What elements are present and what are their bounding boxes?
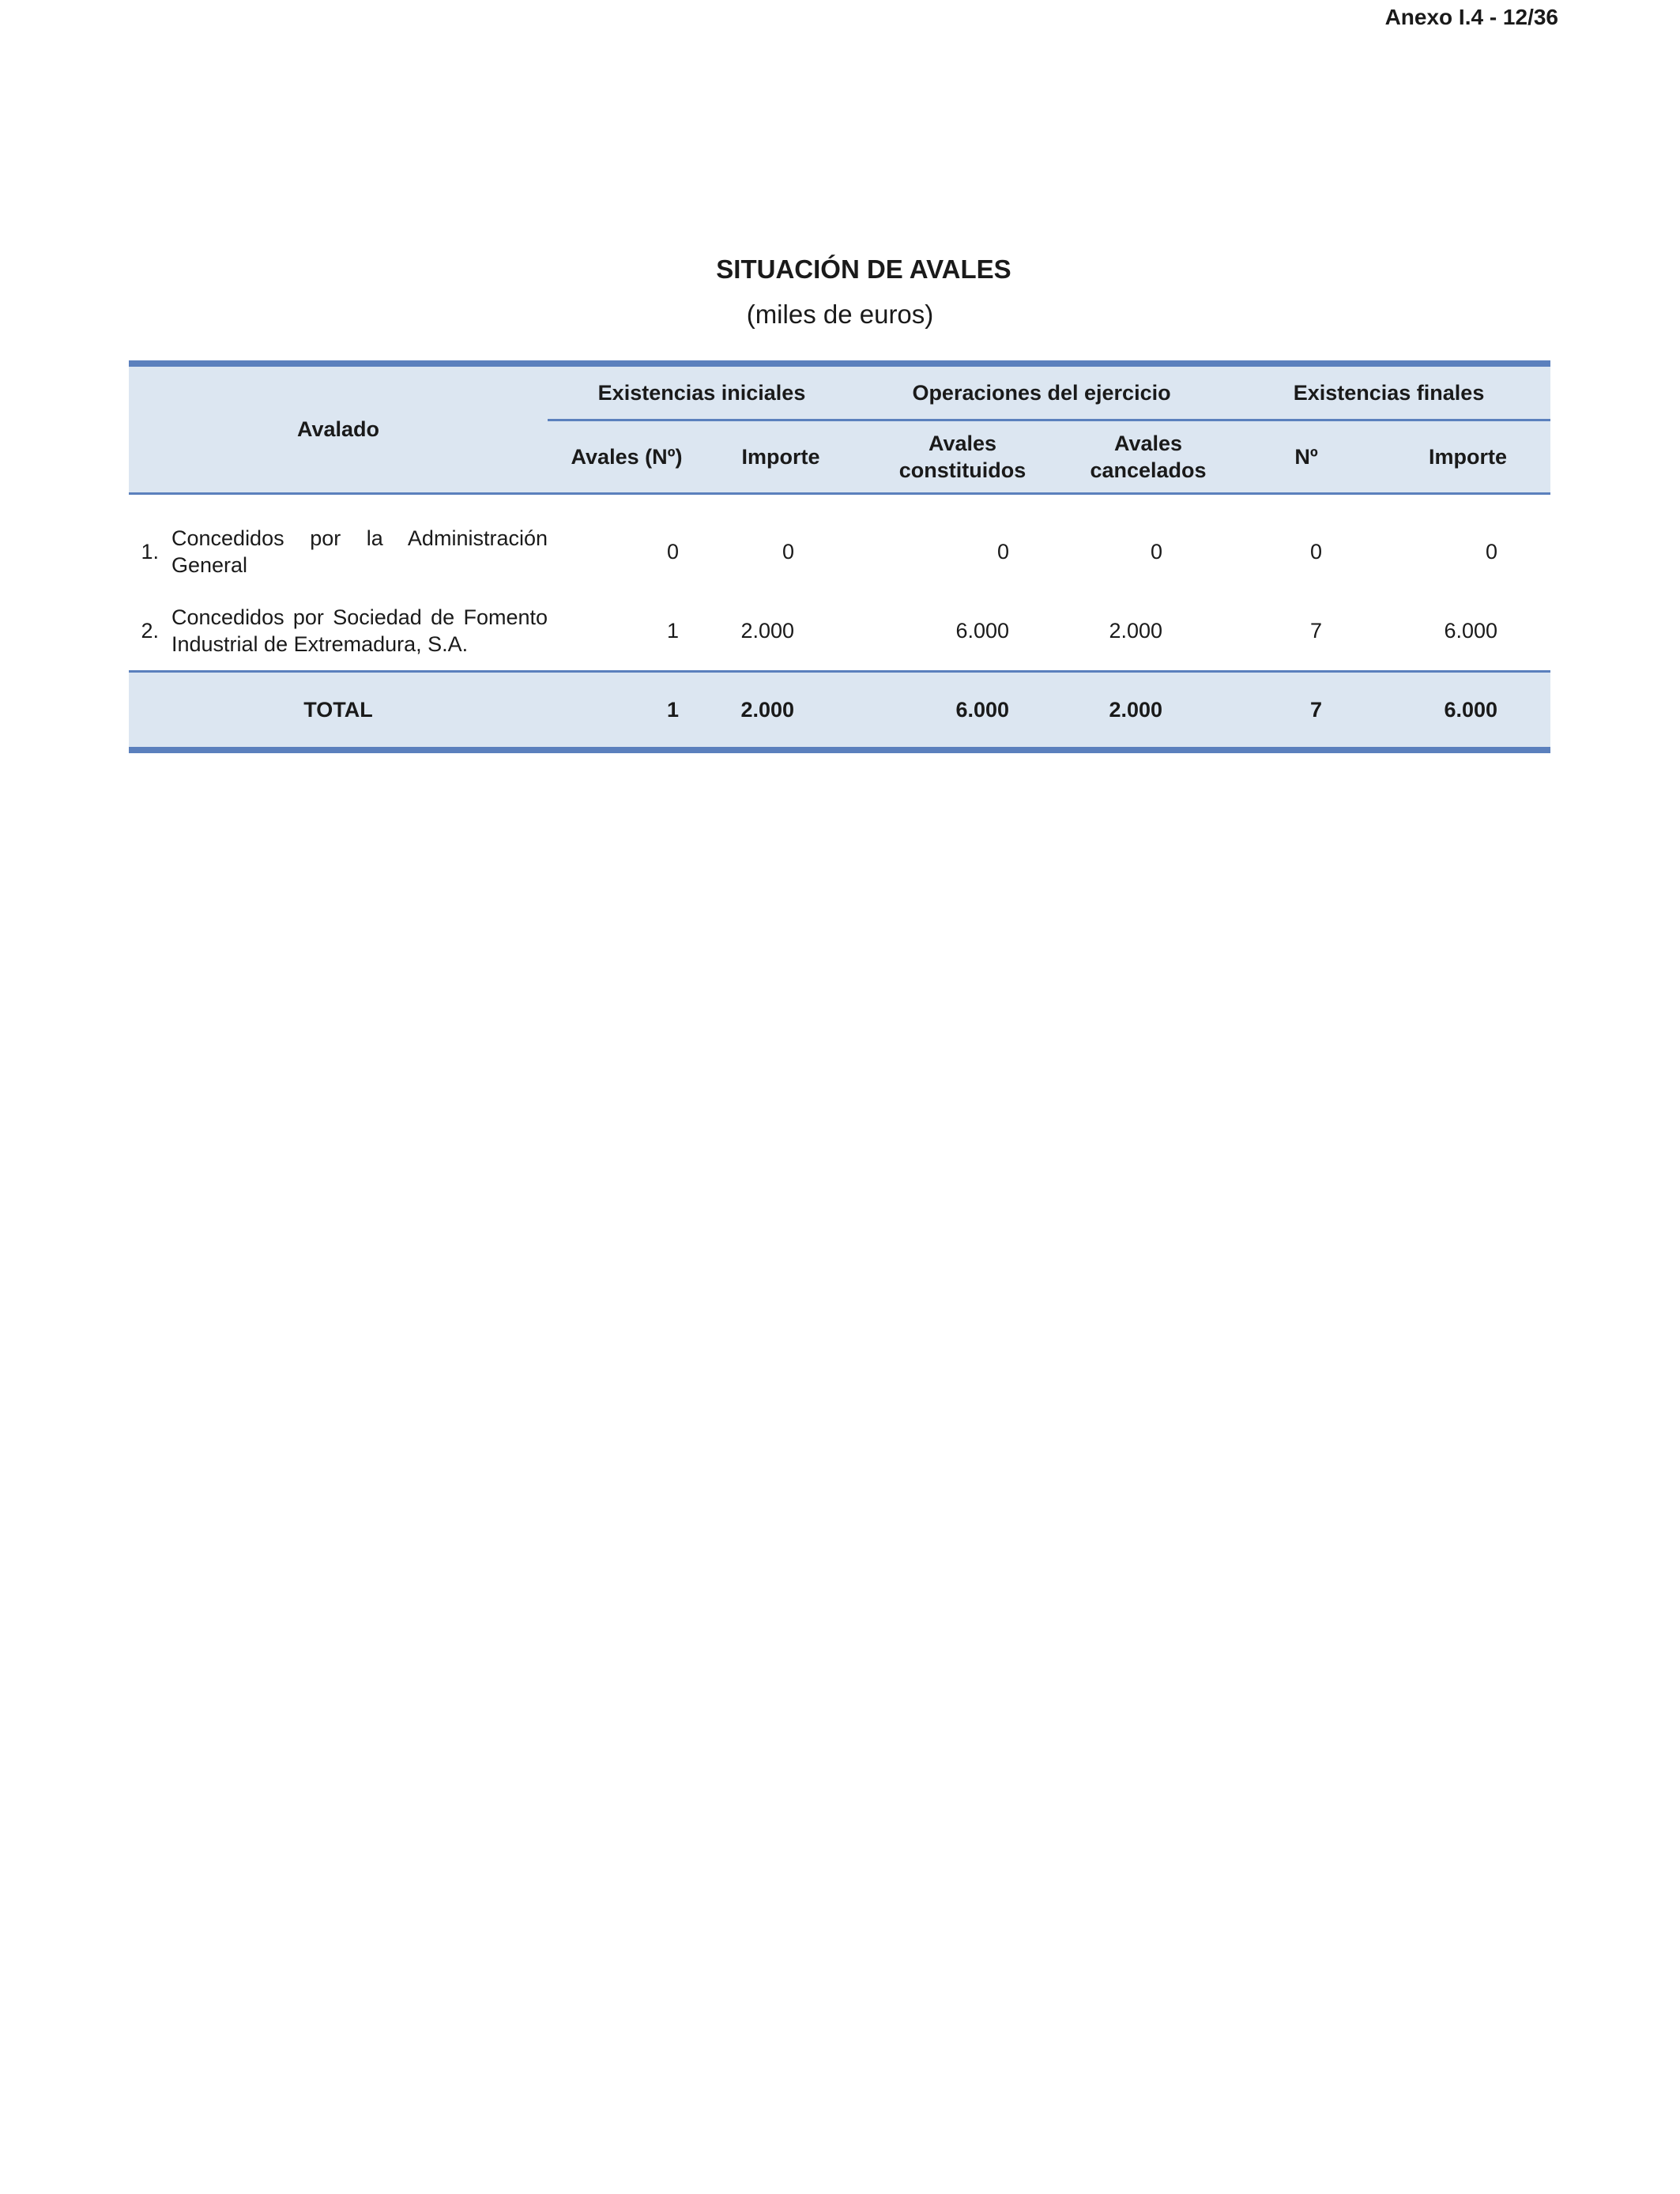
cell-importe-finales: 0	[1486, 539, 1498, 564]
header-cancelados-line1: Avales	[1113, 432, 1183, 455]
cell-constituidos: 6.000	[856, 591, 1069, 672]
page-reference: Anexo I.4 - 12/36	[1384, 5, 1558, 29]
table-row	[129, 591, 1550, 672]
page-subtitle: (miles de euros)	[746, 300, 934, 329]
avales-table-container	[129, 360, 1550, 753]
row-description	[129, 512, 548, 591]
header-avales-cancelados	[1069, 420, 1227, 494]
header-existencias-iniciales: Existencias iniciales	[548, 364, 856, 420]
cell-n-finales: 0	[1309, 539, 1323, 564]
avales-table	[129, 360, 1550, 753]
header-avalado: Avalado	[129, 364, 548, 494]
header-avales-n: Avales (Nº)	[548, 420, 706, 494]
header-avales-constituidos	[856, 420, 1069, 494]
row-description	[129, 591, 548, 672]
total-avales-n: 1	[548, 672, 706, 751]
cell-constituidos: 0	[996, 539, 1010, 564]
total-importe-iniciales: 2.000	[706, 672, 856, 751]
cell-importe-iniciales: 2.000	[706, 591, 856, 672]
cell-cancelados: 0	[1150, 539, 1163, 564]
header-constituidos-line2: constituidos	[898, 458, 1026, 482]
total-row	[129, 672, 1550, 751]
cell-avales-n: 0	[666, 539, 679, 564]
cell-n-finales: 7	[1227, 591, 1385, 672]
total-n-finales: 7	[1227, 672, 1385, 751]
total-cancelados: 2.000	[1069, 672, 1227, 751]
table-spacer	[129, 494, 1550, 513]
header-importe-iniciales: Importe	[706, 420, 856, 494]
header-importe-finales: Importe	[1385, 420, 1550, 494]
row-desc-line1: Concedidos por la Administración	[171, 526, 548, 550]
header-cancelados-line2: cancelados	[1090, 458, 1207, 482]
table-row	[129, 512, 1550, 591]
header-existencias-finales: Existencias finales	[1227, 364, 1550, 420]
row-description-text	[171, 604, 548, 658]
header-constituidos-line1: Avales	[928, 432, 997, 455]
row-desc-line2: Industrial de Extremadura, S.A.	[171, 632, 469, 656]
header-n-finales: Nº	[1227, 420, 1385, 494]
row-desc-line1: Concedidos por Sociedad de Fomento	[171, 605, 548, 629]
total-importe-finales: 6.000	[1385, 672, 1550, 751]
page-title: SITUACIÓN DE AVALES	[716, 254, 1011, 284]
cell-importe-iniciales: 0	[782, 539, 795, 564]
total-constituidos: 6.000	[856, 672, 1069, 751]
header-operaciones-ejercicio: Operaciones del ejercicio	[856, 364, 1227, 420]
row-description-text	[171, 525, 548, 579]
total-label: TOTAL	[129, 672, 548, 751]
cell-avales-n: 1	[548, 591, 706, 672]
row-desc-line2: General	[171, 553, 248, 577]
header-row-groups	[129, 364, 1550, 420]
row-number: 1.	[141, 539, 159, 564]
row-number: 2.	[141, 618, 159, 643]
cell-cancelados: 2.000	[1069, 591, 1227, 672]
cell-importe-finales: 6.000	[1385, 591, 1550, 672]
